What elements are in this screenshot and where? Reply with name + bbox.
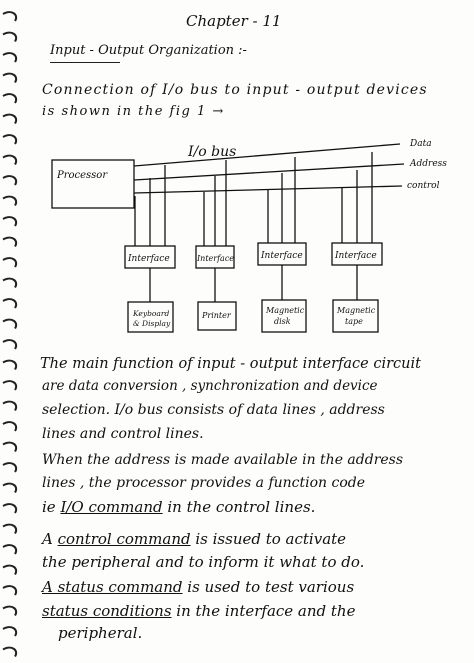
device-label-keyboard: Keyboard & Display — [133, 309, 171, 328]
note-line-11 — [42, 602, 355, 620]
data-line — [134, 144, 400, 166]
note-text: A — [42, 530, 58, 548]
intro-line-1: Connection of I/o bus to input - output devices — [42, 82, 428, 98]
control-line-label: control — [407, 181, 440, 191]
note-line-7 — [42, 498, 315, 516]
device-box-tape — [333, 300, 378, 332]
address-line — [134, 164, 404, 180]
note-line-9: the peripheral and to inform it what to do. — [42, 553, 365, 571]
status-command-term: A status command — [42, 578, 183, 596]
note-line-8 — [42, 530, 346, 548]
note-text: is issued to activate — [190, 530, 347, 548]
note-text: is used to test various — [182, 578, 355, 596]
page-title: Input - Output Organization :- — [50, 43, 247, 58]
note-text: in the interface and the — [171, 602, 356, 620]
interface-label-3: Interface — [261, 251, 303, 261]
control-command-term: control command — [57, 530, 191, 548]
processor-box — [52, 160, 134, 208]
processor-label: Processor — [57, 170, 108, 181]
interface-label-1: Interface — [128, 254, 170, 264]
note-line-1: The main function of input - output interface circuit — [40, 356, 421, 372]
interface-label-2: Interface — [197, 254, 235, 263]
note-line-5: When the address is made available in the address — [42, 452, 404, 468]
io-command-term: I/O command — [60, 498, 163, 516]
intro-line-2: is shown in the fig 1 → — [42, 104, 225, 119]
note-line-2: are data conversion , synchronization and device — [42, 378, 378, 394]
note-line-6: lines , the processor provides a function code — [42, 475, 366, 491]
note-line-12: peripheral. — [58, 624, 143, 642]
device-label-printer: Printer — [202, 311, 231, 320]
status-conditions-term: status conditions — [42, 602, 172, 620]
note-text: in the control lines. — [162, 498, 316, 516]
bus-label: I/o bus — [188, 144, 237, 160]
device-label-disk: Magnetic disk — [266, 306, 305, 326]
note-line-3: selection. I/o bus consists of data lines , address — [42, 402, 385, 418]
note-line-10 — [42, 578, 354, 596]
note-text: ie — [42, 498, 61, 516]
note-line-4: lines and control lines. — [42, 426, 204, 442]
data-line-label: Data — [410, 139, 432, 149]
device-box-disk — [262, 300, 306, 332]
device-label-tape: Magnetic tape — [337, 306, 376, 326]
chapter-heading: Chapter - 11 — [186, 12, 282, 30]
interface-label-4: Interface — [335, 251, 377, 261]
address-line-label: Address — [410, 159, 447, 169]
